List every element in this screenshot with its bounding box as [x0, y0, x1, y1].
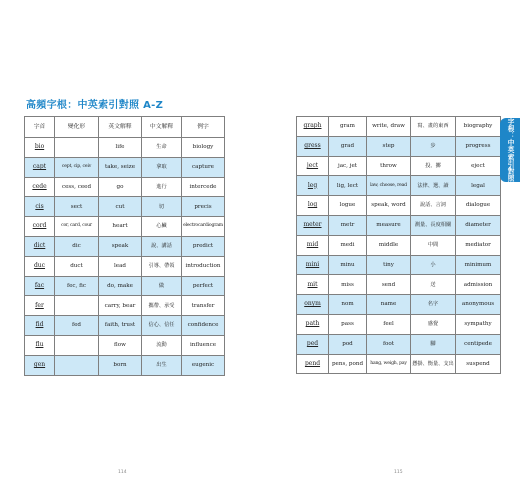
cell-variants: minu — [329, 255, 367, 275]
table-header-row — [25, 117, 225, 138]
cell-root: log — [297, 196, 329, 216]
cell-variants: pens, pond — [329, 354, 367, 374]
cell-zh: 說、講話 — [142, 236, 182, 256]
cell-root: ped — [297, 334, 329, 354]
cell-example: mediator — [456, 235, 501, 255]
table-row — [25, 276, 225, 296]
cell-en: step — [367, 136, 411, 156]
side-tab-index[interactable]: 字根：中英索引對照 — [500, 118, 520, 182]
cell-en: heart — [99, 217, 142, 237]
cell-en: name — [367, 295, 411, 315]
cell-en: born — [99, 355, 142, 375]
cell-zh: 寫、畫的東西 — [411, 117, 456, 137]
cell-en: hang, weigh, pay — [367, 354, 411, 374]
cell-zh: 測量、長度相關 — [411, 215, 456, 235]
table-row — [297, 196, 501, 216]
cell-root: dict — [25, 236, 55, 256]
cell-en: feel — [367, 314, 411, 334]
index-table-left — [24, 116, 225, 376]
cell-zh: 腳 — [411, 334, 456, 354]
cell-zh: 攜帶、承受 — [142, 296, 182, 316]
cell-zh: 流動 — [142, 335, 182, 355]
cell-root: cord — [25, 217, 55, 237]
cell-variants: fed — [55, 316, 99, 336]
cell-en: law, choose, read — [367, 176, 411, 196]
cell-zh: 懸掛、衡量、支出 — [411, 354, 456, 374]
table-row — [297, 275, 501, 295]
cell-root: leg — [297, 176, 329, 196]
cell-example: biology — [182, 138, 225, 158]
table-row — [25, 335, 225, 355]
cell-example: electrocardiogram — [182, 217, 225, 237]
cell-zh: 拿取 — [142, 157, 182, 177]
table-row — [25, 296, 225, 316]
cell-variants: miss — [329, 275, 367, 295]
cell-variants: cept, cip, ceiv — [55, 157, 99, 177]
cell-root: fac — [25, 276, 55, 296]
cell-root: duc — [25, 256, 55, 276]
cell-en: speak, word — [367, 196, 411, 216]
cell-zh: 步 — [411, 136, 456, 156]
cell-en: write, draw — [367, 117, 411, 137]
cell-en: flow — [99, 335, 142, 355]
cell-example: minimum — [456, 255, 501, 275]
column-header: 英文解釋 — [99, 117, 142, 138]
cell-zh: 名字 — [411, 295, 456, 315]
cell-en: lead — [99, 256, 142, 276]
cell-example: sympathy — [456, 314, 501, 334]
cell-en: do, make — [99, 276, 142, 296]
cell-en: carry, bear — [99, 296, 142, 316]
cell-root: graph — [297, 117, 329, 137]
cell-example: transfer — [182, 296, 225, 316]
cell-variants — [55, 138, 99, 158]
table-row — [297, 295, 501, 315]
cell-root: ject — [297, 156, 329, 176]
page-number-right: 115 — [394, 470, 403, 475]
cell-en: middle — [367, 235, 411, 255]
page-title: 高頻字根：中英索引對照 A-Z — [26, 100, 164, 111]
cell-example: predict — [182, 236, 225, 256]
table-row — [25, 138, 225, 158]
table-row — [25, 256, 225, 276]
table-row — [297, 215, 501, 235]
cell-variants — [55, 296, 99, 316]
cell-root: path — [297, 314, 329, 334]
cell-root: capt — [25, 157, 55, 177]
cell-example: centipede — [456, 334, 501, 354]
cell-variants: lig, lect — [329, 176, 367, 196]
table-row — [25, 355, 225, 375]
cell-example: admission — [456, 275, 501, 295]
cell-example: capture — [182, 157, 225, 177]
cell-variants: logue — [329, 196, 367, 216]
cell-example: diameter — [456, 215, 501, 235]
cell-zh: 心臟 — [142, 217, 182, 237]
cell-variants: cess, ceed — [55, 177, 99, 197]
table-row — [297, 156, 501, 176]
cell-variants: dic — [55, 236, 99, 256]
cell-zh: 進行 — [142, 177, 182, 197]
cell-en: tiny — [367, 255, 411, 275]
cell-variants: grad — [329, 136, 367, 156]
cell-zh: 做 — [142, 276, 182, 296]
cell-example: eject — [456, 156, 501, 176]
cell-variants: jac, jet — [329, 156, 367, 176]
table-row — [297, 255, 501, 275]
cell-variants — [55, 335, 99, 355]
cell-zh: 出生 — [142, 355, 182, 375]
cell-example: legal — [456, 176, 501, 196]
cell-example: progress — [456, 136, 501, 156]
cell-root: fer — [25, 296, 55, 316]
table-row — [297, 334, 501, 354]
cell-example: intercede — [182, 177, 225, 197]
cell-zh: 感覺 — [411, 314, 456, 334]
cell-zh: 法律、選、讀 — [411, 176, 456, 196]
cell-example: confidence — [182, 316, 225, 336]
cell-root: gen — [25, 355, 55, 375]
table-row — [297, 354, 501, 374]
cell-root: flu — [25, 335, 55, 355]
table-row — [25, 236, 225, 256]
table-row — [297, 117, 501, 137]
cell-en: life — [99, 138, 142, 158]
cell-root: mit — [297, 275, 329, 295]
cell-root: mid — [297, 235, 329, 255]
table-row — [25, 217, 225, 237]
column-header: 變化形 — [55, 117, 99, 138]
cell-zh: 投、擲 — [411, 156, 456, 176]
cell-root: fid — [25, 316, 55, 336]
cell-zh: 生命 — [142, 138, 182, 158]
column-header: 字首 — [25, 117, 55, 138]
cell-root: onym — [297, 295, 329, 315]
cell-variants: pod — [329, 334, 367, 354]
cell-en: send — [367, 275, 411, 295]
cell-root: meter — [297, 215, 329, 235]
table-row — [25, 197, 225, 217]
cell-example: suspend — [456, 354, 501, 374]
cell-root: gress — [297, 136, 329, 156]
cell-variants: fec, fic — [55, 276, 99, 296]
cell-root: bio — [25, 138, 55, 158]
cell-zh: 切 — [142, 197, 182, 217]
cell-zh: 小 — [411, 255, 456, 275]
cell-example: eugenic — [182, 355, 225, 375]
table-row — [25, 177, 225, 197]
cell-variants: duct — [55, 256, 99, 276]
cell-zh: 中間 — [411, 235, 456, 255]
cell-example: dialogue — [456, 196, 501, 216]
page-number-left: 114 — [118, 470, 127, 475]
cell-example: introduction — [182, 256, 225, 276]
cell-en: speak — [99, 236, 142, 256]
cell-example: biography — [456, 117, 501, 137]
cell-zh: 信心、信任 — [142, 316, 182, 336]
cell-root: pend — [297, 354, 329, 374]
cell-example: anonymous — [456, 295, 501, 315]
table-row — [297, 235, 501, 255]
cell-variants: sect — [55, 197, 99, 217]
cell-example: precis — [182, 197, 225, 217]
column-header: 例字 — [182, 117, 225, 138]
cell-root: cis — [25, 197, 55, 217]
cell-en: faith, trust — [99, 316, 142, 336]
cell-variants: metr — [329, 215, 367, 235]
table-row — [297, 176, 501, 196]
cell-en: cut — [99, 197, 142, 217]
cell-en: take, seize — [99, 157, 142, 177]
table-row — [25, 316, 225, 336]
cell-en: measure — [367, 215, 411, 235]
cell-variants — [55, 355, 99, 375]
cell-example: perfect — [182, 276, 225, 296]
index-table-right — [296, 116, 501, 374]
table-row — [297, 136, 501, 156]
cell-example: influence — [182, 335, 225, 355]
cell-en: throw — [367, 156, 411, 176]
cell-en: go — [99, 177, 142, 197]
cell-root: mini — [297, 255, 329, 275]
cell-zh: 引導、帶領 — [142, 256, 182, 276]
cell-zh: 送 — [411, 275, 456, 295]
table-row — [297, 314, 501, 334]
column-header: 中文解釋 — [142, 117, 182, 138]
table-row — [25, 157, 225, 177]
cell-variants: gram — [329, 117, 367, 137]
cell-zh: 說話、言詞 — [411, 196, 456, 216]
cell-en: foot — [367, 334, 411, 354]
cell-variants: pass — [329, 314, 367, 334]
cell-variants: medi — [329, 235, 367, 255]
cell-variants: cor, card, cour — [55, 217, 99, 237]
cell-root: cede — [25, 177, 55, 197]
cell-variants: nom — [329, 295, 367, 315]
